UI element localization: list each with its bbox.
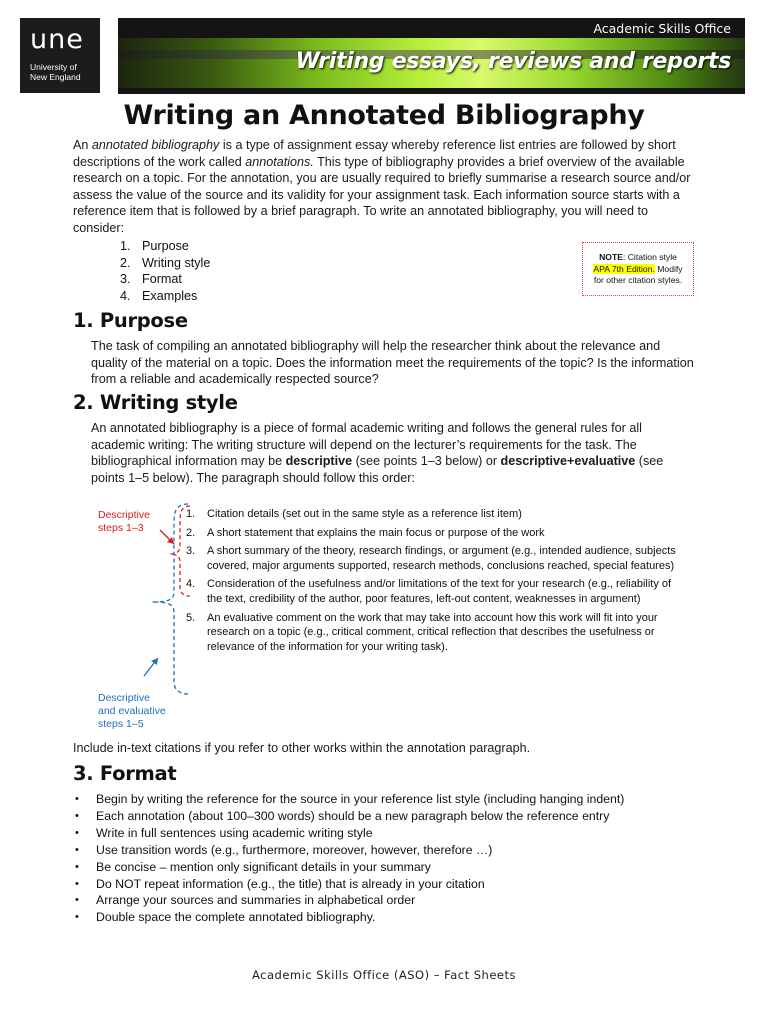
- label-evaluative-steps: Descriptive and evaluative steps 1–5: [98, 692, 166, 730]
- intro-text-3: This type of bibliography provides a brief overview of the available research on a topic. For the annotation, you are usually required to briefly summarise a research source and/or assess the value of the source and its validity for your assignment task. Each information source starts with a reference item that is followed by a brief paragraph. To write an annotated bibliography, you will need to consider:: [73, 154, 691, 235]
- bullet-icon: •: [75, 860, 79, 873]
- bracket-diagram: [130, 500, 190, 700]
- list-item: • Arrange your sources and summaries in alphabetical order: [75, 893, 416, 908]
- heading-purpose: 1. Purpose: [73, 309, 188, 332]
- list-item: 4. Consideration of the usefulness and/or limitations of the text for your research (e.g., reliability of the text, credibility of the author, poor features, left-out content, weaknesses in argument): [186, 578, 672, 605]
- banner-office-name: Academic Skills Office: [593, 21, 731, 36]
- annotation-steps-list: [186, 507, 686, 658]
- note-label: NOTE: [599, 252, 623, 262]
- list-item: 1. Citation details (set out in the same style as a reference list item): [186, 508, 522, 520]
- list-item: • Use transition words (e.g., furthermore, moreover, however, therefore …): [75, 842, 493, 857]
- list-item: 2. A short statement that explains the main focus or purpose of the work: [186, 526, 545, 539]
- bullet-icon: •: [75, 793, 79, 805]
- bullet-icon: •: [75, 809, 79, 822]
- writing-style-paragraph: An annotated bibliography is a piece of formal academic writing and follows the general rules for all academic writing: The writing structure will depend on the lecturer’s requirements for the task. The bibliographical information may be descriptive (see points 1–3 below) or descriptive+evaluative (see points 1–5 below). The paragraph should follow this order:: [91, 421, 664, 485]
- bullet-icon: •: [75, 877, 79, 890]
- list-item: 5. An evaluative comment on the work that may take into account how this work will fit into your research on a topic (e.g., critical comment, critical reflection that describes the usefulness or relevance of the information for your writing task).: [186, 611, 658, 653]
- logo-mark: une: [30, 24, 84, 55]
- header-banner: [118, 18, 745, 94]
- note-highlight: APA 7th Edition.: [593, 263, 655, 274]
- intro-text-1: An: [73, 138, 92, 152]
- intro-term-annotations: annotations.: [245, 154, 314, 169]
- term-descriptive: descriptive: [285, 454, 353, 468]
- list-item: • Be concise – mention only significant details in your summary: [75, 859, 431, 874]
- list-item: • Begin by writing the reference for the source in your reference list style (including hanging indent): [75, 792, 625, 806]
- list-item: 3. Format: [120, 272, 182, 287]
- une-logo: [20, 18, 100, 93]
- list-item: 4. Examples: [120, 288, 198, 303]
- list-item: • Each annotation (about 100–300 words) should be a new paragraph below the reference entry: [75, 808, 610, 823]
- page-title: Writing an Annotated Bibliography: [123, 100, 645, 131]
- list-item: 3. A short summary of the theory, research findings, or argument (e.g., intended audience, subjects covered, major arguments supported, research methods, conclusions reached, special features): [186, 545, 676, 572]
- purpose-paragraph: The task of compiling an annotated bibliography will help the researcher think about the relevance and quality of the material on a topic. Does the information meet the requirements of the topic? Is the information from a reliable and academically respected source?: [91, 339, 694, 386]
- list-item: • Double space the complete annotated bibliography.: [75, 910, 376, 925]
- heading-writing-style: 2. Writing style: [73, 391, 238, 414]
- bullet-icon: •: [75, 843, 79, 856]
- blue-brace: [152, 504, 188, 694]
- heading-format: 3. Format: [73, 762, 177, 785]
- intro-term-annotated-bibliography: annotated bibliography: [91, 138, 220, 152]
- bullet-icon: •: [75, 911, 79, 924]
- bullet-icon: •: [75, 826, 79, 839]
- label-descriptive-steps: Descriptive steps 1–3: [98, 509, 150, 534]
- list-item: • Write in full sentences using academic writing style: [75, 825, 373, 840]
- intro-text-2: is a type of assignment essay whereby reference list entries are followed by short descriptions of the work called: [73, 138, 676, 169]
- intro-topic-list: [120, 238, 210, 304]
- banner-series-title: Writing essays, reviews and reports: [295, 49, 731, 74]
- list-item: • Do NOT repeat information (e.g., the title) that is already in your citation: [75, 876, 485, 891]
- list-item: 2. Writing style: [120, 255, 211, 270]
- logo-sub-line-2: New England: [30, 72, 81, 82]
- logo-sub-line-1: University of: [30, 62, 77, 72]
- citation-style-note: NOTE: Citation style APA 7th Edition. Modify for other citation styles.: [582, 242, 694, 296]
- format-bullet-list: [73, 791, 713, 926]
- intro-paragraph: [73, 137, 698, 236]
- logo-university-name: [30, 62, 81, 82]
- in-text-citations-note: Include in-text citations if you refer to other works within the annotation paragraph.: [73, 741, 531, 755]
- list-item: 1. Purpose: [120, 239, 189, 253]
- bullet-icon: •: [75, 894, 79, 907]
- page-footer: Academic Skills Office (ASO) – Fact Sheets: [252, 968, 516, 982]
- term-descriptive-evaluative: descriptive+evaluative: [500, 454, 636, 468]
